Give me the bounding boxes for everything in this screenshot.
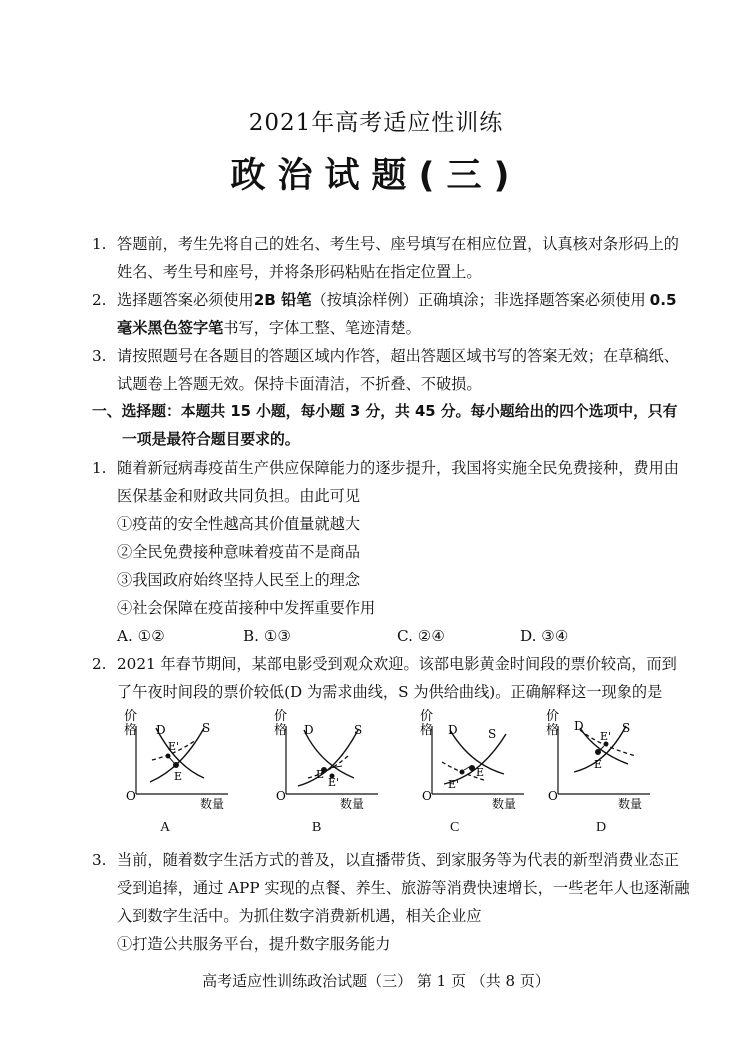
- q2-graph-c: [414, 706, 554, 816]
- s-label: S: [622, 721, 631, 735]
- q2-graph-c-label: C: [450, 820, 460, 835]
- y-label-1: 价: [420, 709, 434, 724]
- graph-c-svg: [414, 706, 554, 816]
- note-3-line-2: 试题卷上答题无效。保持卡面清洁，不折叠、不破损。: [117, 375, 482, 393]
- y-label-2: 格: [274, 723, 288, 738]
- graph-d-svg: [540, 706, 680, 816]
- shift-arrow: [600, 746, 604, 750]
- q2-stem-line-2: 了午夜时间段的票价较低(D 为需求曲线，S 为供给曲线)。正确解释这一现象的是: [117, 683, 663, 701]
- q3-stem-line-3: 入到数字生活中。为抓住数字消费新机遇，相关企业应: [117, 907, 482, 925]
- e-prime-label: E': [448, 778, 460, 791]
- e-label: E: [594, 758, 603, 771]
- section-1-heading: 一、选择题：本题共 15 小题，每小题 3 分，共 45 分。每小题给出的四个选项中，只有: [92, 403, 678, 420]
- origin-label: O: [276, 789, 286, 803]
- y-label-2: 格: [124, 723, 138, 738]
- e-prime-label: E': [168, 740, 180, 753]
- equilibrium-e-prime: [460, 770, 465, 775]
- note-2-text-c: （按填涂样例）正确填涂；非选择题答案必须使用: [311, 291, 646, 309]
- q2-graph-d: [540, 706, 680, 816]
- q1-stem-line-2: 医保基金和财政共同负担。由此可见: [117, 487, 360, 505]
- e-prime-label: E': [328, 776, 340, 789]
- q2-graph-b-label: B: [312, 820, 322, 835]
- q2-graph-a-label: A: [160, 820, 171, 835]
- s-label: S: [354, 723, 363, 737]
- q1-stem-line-1: 随着新冠病毒疫苗生产供应保障能力的逐步提升，我国将实施全民免费接种，费用由: [117, 459, 679, 477]
- e-prime-label: E': [600, 730, 612, 743]
- section-1-heading-cont: 一项是最符合题目要求的。: [122, 431, 300, 448]
- y-label-1: 价: [274, 709, 288, 724]
- d-label: D: [304, 723, 314, 737]
- x-label: 数量: [340, 797, 365, 811]
- q1-option-b: B. ①③: [243, 627, 292, 645]
- y-label-1: 价: [546, 709, 560, 724]
- demand-curve: [304, 730, 354, 778]
- d-label: D: [156, 723, 166, 737]
- q2-stem-line-1: 2021 年春节期间，某部电影受到观众欢迎。该部电影黄金时间段的票价较高，而到: [117, 655, 677, 673]
- q3-stem-line-2: 受到追捧，通过 APP 实现的点餐、养生、旅游等消费快速增长，一些老年人也逐渐融: [117, 879, 690, 897]
- x-label: 数量: [618, 797, 643, 811]
- note-1-line-1: 答题前，考生先将自己的姓名、考生号、座号填写在相应位置，认真核对条形码上的: [117, 235, 679, 253]
- page-footer: 高考适应性训练政治试题（三） 第 1 页 （共 8 页）: [202, 972, 550, 990]
- exam-title: 2021年高考适应性训练: [248, 110, 504, 136]
- exam-subtitle: 政治试题(三): [230, 156, 522, 196]
- note-2-pen: 毫米黑色签字笔: [117, 319, 224, 337]
- d-label: D: [574, 719, 584, 733]
- s-label: S: [488, 727, 497, 741]
- graph-a-svg: [118, 706, 258, 816]
- origin-label: O: [126, 789, 136, 803]
- d-label: D: [448, 723, 458, 737]
- origin-label: O: [548, 789, 558, 803]
- note-2-line-2: [117, 318, 697, 338]
- note-2-number: 2.: [92, 291, 107, 309]
- e-label: E: [476, 766, 485, 779]
- q1-option-c: C. ②④: [397, 627, 445, 645]
- s-label: S: [202, 721, 211, 735]
- origin-label: O: [422, 789, 432, 803]
- q2-number: 2.: [92, 655, 107, 673]
- note-2-pencil: 2B 铅笔: [253, 291, 312, 309]
- note-3-line-1: 请按照题号在各题目的答题区域内作答，超出答题区域书写的答案无效；在草稿纸、: [117, 347, 679, 365]
- q1-item-1: ①疫苗的安全性越高其价值量就越大: [117, 515, 360, 533]
- e-label: E: [174, 770, 183, 783]
- q1-item-2: ②全民免费接种意味着疫苗不是商品: [117, 543, 360, 561]
- note-1-number: 1.: [92, 235, 107, 253]
- q1-option-d: D. ③④: [520, 627, 569, 645]
- q3-number: 3.: [92, 851, 107, 869]
- note-1-line-2: 姓名、考生号和座号，并将条形码粘贴在指定位置上。: [117, 263, 482, 281]
- q2-graph-d-label: D: [596, 820, 607, 835]
- note-3-number: 3.: [92, 347, 107, 365]
- shift-arrow: [168, 756, 175, 764]
- y-label-2: 格: [420, 723, 434, 738]
- note-2-line-1: [117, 290, 697, 310]
- x-label: 数量: [492, 797, 517, 811]
- q3-item-1: ①打造公共服务平台，提升数字服务能力: [117, 935, 391, 953]
- graph-b-svg: [268, 706, 408, 816]
- q1-item-4: ④社会保障在疫苗接种中发挥重要作用: [117, 599, 376, 617]
- equilibrium-e: [469, 765, 475, 771]
- note-2-text-a: 选择题答案必须使用: [117, 291, 254, 309]
- x-label: 数量: [200, 797, 225, 811]
- q1-number: 1.: [92, 459, 107, 477]
- e-label: E: [316, 768, 325, 781]
- q2-graph-b: [268, 706, 408, 816]
- q1-option-a: A. ①②: [117, 627, 165, 645]
- y-label-2: 格: [546, 723, 560, 738]
- shifted-curve: [308, 756, 348, 778]
- note-2-mm: 0.5: [649, 291, 677, 309]
- y-label-1: 价: [124, 709, 138, 724]
- q3-stem-line-1: 当前，随着数字生活方式的普及，以直播带货、到家服务等为代表的新型消费业态正: [117, 851, 679, 869]
- q1-item-3: ③我国政府始终坚持人民至上的理念: [117, 571, 360, 589]
- note-2-text-e: 书写，字体工整、笔迹清楚。: [223, 319, 421, 337]
- q2-graph-a: [118, 706, 258, 816]
